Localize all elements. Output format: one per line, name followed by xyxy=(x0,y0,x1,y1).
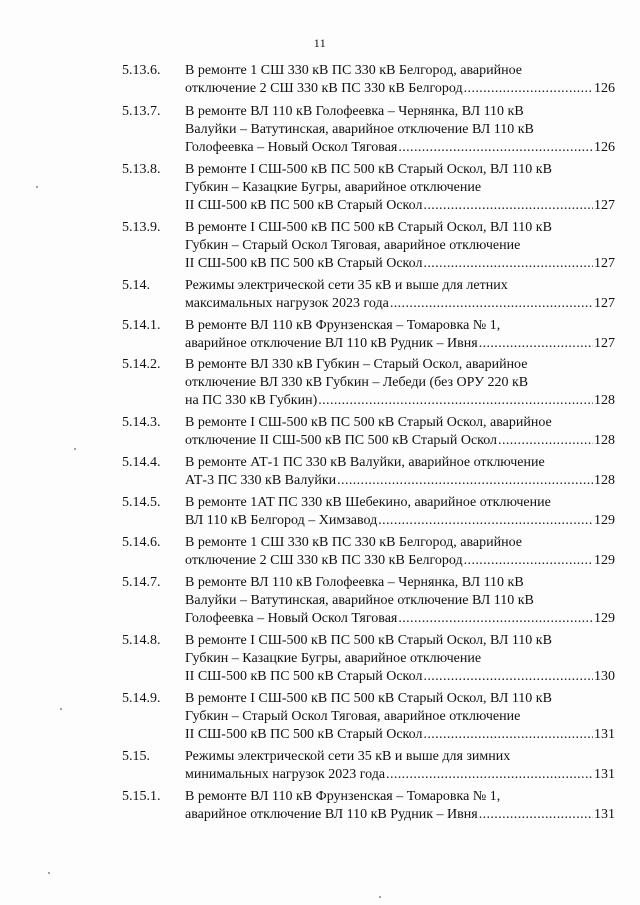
toc-entry-line: Режимы электрической сети 35 кВ и выше для зимних xyxy=(185,749,511,764)
toc-entry-page: 130 xyxy=(594,669,615,684)
dot-leader xyxy=(423,197,593,215)
toc-entry-page: 128 xyxy=(594,473,615,488)
dot-leader xyxy=(479,335,593,353)
toc-entry-line: II СШ-500 кВ ПС 500 кВ Старый Оскол xyxy=(185,256,423,271)
toc-entry-page: 131 xyxy=(594,807,615,822)
toc-entry-page: 127 xyxy=(594,198,615,213)
toc-entry-page: 127 xyxy=(594,296,615,311)
toc-entry-page: 127 xyxy=(594,256,615,271)
toc-entry-line: В ремонте ВЛ 110 кВ Голофеевка – Чернянка, ВЛ 110 кВ xyxy=(185,575,524,590)
dot-leader xyxy=(386,766,593,784)
toc-entry-line: АТ-3 ПС 330 кВ Валуйки xyxy=(185,473,337,488)
toc-entry-number: 5.15. xyxy=(122,749,150,764)
dot-leader xyxy=(318,392,593,410)
dot-leader xyxy=(464,552,593,570)
scan-speck xyxy=(36,186,38,188)
toc-entry-page: 131 xyxy=(594,767,615,782)
toc-entry-page: 128 xyxy=(594,393,615,408)
toc-entry-line: отключение ВЛ 330 кВ Губкин – Лебеди (без ОРУ 220 кВ xyxy=(185,375,529,390)
toc-entry-last-line xyxy=(185,668,615,686)
toc-entry-line: Голофеевка – Новый Оскол Тяговая xyxy=(185,611,398,626)
toc-entry-number: 5.14.1. xyxy=(122,318,161,333)
dot-leader xyxy=(398,139,593,157)
toc-entry-line: аварийное отключение ВЛ 110 кВ Рудник – Ивня xyxy=(185,336,478,351)
toc-entry-page: 129 xyxy=(594,611,615,626)
toc-entry-text xyxy=(185,103,615,157)
toc-entry-number: 5.14.6. xyxy=(122,535,161,550)
toc-entry-text xyxy=(185,574,615,628)
scan-speck xyxy=(60,708,62,710)
dot-leader xyxy=(464,80,593,98)
toc-entry-number: 5.13.9. xyxy=(122,220,161,235)
toc-entry-line: ВЛ 110 кВ Белгород – Химзавод xyxy=(185,513,378,528)
scan-speck xyxy=(48,872,50,874)
dot-leader xyxy=(423,255,593,273)
toc-entry-line: Губкин – Казацкие Бугры, аварийное отключение xyxy=(185,180,482,195)
toc-entry-last-line xyxy=(185,610,615,628)
toc-entry-number: 5.14.3. xyxy=(122,415,161,430)
toc-entry-text xyxy=(185,219,615,273)
toc-entry-text xyxy=(185,62,615,98)
toc-entry-number: 5.14.2. xyxy=(122,357,161,372)
toc-entry-number: 5.13.7. xyxy=(122,104,161,119)
toc-entry-line: В ремонте ВЛ 110 кВ Фрунзенская – Томаровка № 1, xyxy=(185,318,501,333)
toc-entry-text xyxy=(185,414,615,450)
toc-entry-last-line xyxy=(185,726,615,744)
toc-entry-line: Голофеевка – Новый Оскол Тяговая xyxy=(185,140,398,155)
toc-entry-line: В ремонте I СШ-500 кВ ПС 500 кВ Старый Оскол, ВЛ 110 кВ xyxy=(185,633,552,648)
toc-entry-last-line xyxy=(185,432,615,450)
toc-entry-number: 5.13.8. xyxy=(122,162,161,177)
toc-entry-line: В ремонте I СШ-500 кВ ПС 500 кВ Старый Оскол, ВЛ 110 кВ xyxy=(185,220,552,235)
toc-entry-line: II СШ-500 кВ ПС 500 кВ Старый Оскол xyxy=(185,198,423,213)
toc-entry-last-line xyxy=(185,139,615,157)
toc-entry-last-line xyxy=(185,392,615,410)
dot-leader xyxy=(337,472,593,490)
toc-entry-line: В ремонте I СШ-500 кВ ПС 500 кВ Старый Оскол, ВЛ 110 кВ xyxy=(185,691,552,706)
toc-entry-line: Губкин – Старый Оскол Тяговая, аварийное отключение xyxy=(185,709,521,724)
toc-entry-number: 5.14.9. xyxy=(122,691,161,706)
toc-entry-last-line xyxy=(185,766,615,784)
toc-entry-line: В ремонте 1 СШ 330 кВ ПС 330 кВ Белгород, аварийное xyxy=(185,535,522,550)
toc-entry-last-line xyxy=(185,295,615,313)
toc-entry-number: 5.13.6. xyxy=(122,63,161,78)
toc-entry-line: В ремонте АТ-1 ПС 330 кВ Валуйки, аварийное отключение xyxy=(185,455,545,470)
dot-leader xyxy=(423,726,593,744)
toc-entry-text xyxy=(185,494,615,530)
toc-entry-line: В ремонте I СШ-500 кВ ПС 500 кВ Старый Оскол, аварийное xyxy=(185,415,552,430)
toc-entry-text xyxy=(185,632,615,686)
toc-entry-last-line xyxy=(185,472,615,490)
toc-entry-number: 5.15.1. xyxy=(122,789,161,804)
toc-entry-line: В ремонте ВЛ 110 кВ Фрунзенская – Томаровка № 1, xyxy=(185,789,501,804)
toc-entry-line: Валуйки – Ватутинская, аварийное отключение ВЛ 110 кВ xyxy=(185,122,534,137)
toc-entry-last-line xyxy=(185,512,615,530)
toc-entry-page: 126 xyxy=(594,81,615,96)
toc-entry-page: 126 xyxy=(594,140,615,155)
toc-entry-last-line xyxy=(185,197,615,215)
dot-leader xyxy=(479,806,593,824)
toc-entry-line: II СШ-500 кВ ПС 500 кВ Старый Оскол xyxy=(185,669,423,684)
dot-leader xyxy=(378,512,593,530)
toc-entry-line: II СШ-500 кВ ПС 500 кВ Старый Оскол xyxy=(185,727,423,742)
toc-entry-text xyxy=(185,356,615,410)
toc-entry-last-line xyxy=(185,335,615,353)
toc-entry-text xyxy=(185,277,615,313)
toc-entry-text xyxy=(185,317,615,353)
toc-entry-number: 5.14.4. xyxy=(122,455,161,470)
toc-entry-line: отключение 2 СШ 330 кВ ПС 330 кВ Белгород xyxy=(185,553,463,568)
toc-entry-line: отключение 2 СШ 330 кВ ПС 330 кВ Белгород xyxy=(185,81,463,96)
toc-entry-line: на ПС 330 кВ Губкин) xyxy=(185,393,318,408)
toc-entry-number: 5.14.5. xyxy=(122,495,161,510)
toc-entry-last-line xyxy=(185,255,615,273)
toc-entry-page: 129 xyxy=(594,513,615,528)
toc-entry-page: 131 xyxy=(594,727,615,742)
dot-leader xyxy=(498,432,593,450)
toc-entry-last-line xyxy=(185,80,615,98)
toc-entry-last-line xyxy=(185,552,615,570)
toc-entry-line: В ремонте I СШ-500 кВ ПС 500 кВ Старый Оскол, ВЛ 110 кВ xyxy=(185,162,552,177)
dot-leader xyxy=(423,668,593,686)
toc-entry-line: Режимы электрической сети 35 кВ и выше для летних xyxy=(185,278,508,293)
toc-entry-line: Губкин – Старый Оскол Тяговая, аварийное отключение xyxy=(185,238,521,253)
toc-entry-number: 5.14. xyxy=(122,278,150,293)
toc-entry-text xyxy=(185,161,615,215)
toc-entry-text xyxy=(185,454,615,490)
toc-entry-text xyxy=(185,690,615,744)
toc-entry-line: Валуйки – Ватутинская, аварийное отключение ВЛ 110 кВ xyxy=(185,593,534,608)
toc-entry-line: аварийное отключение ВЛ 110 кВ Рудник – Ивня xyxy=(185,807,478,822)
toc-entry-last-line xyxy=(185,806,615,824)
toc-entry-number: 5.14.8. xyxy=(122,633,161,648)
page-number: 11 xyxy=(313,36,327,50)
toc-entry-line: В ремонте 1 СШ 330 кВ ПС 330 кВ Белгород, аварийное xyxy=(185,63,522,78)
toc-entry-line: отключение II СШ-500 кВ ПС 500 кВ Старый Оскол xyxy=(185,433,498,448)
toc-entry-page: 127 xyxy=(594,336,615,351)
scan-speck xyxy=(379,896,381,898)
toc-entry-line: В ремонте ВЛ 110 кВ Голофеевка – Чернянка, ВЛ 110 кВ xyxy=(185,104,524,119)
toc-entry-text xyxy=(185,748,615,784)
toc-entry-line: максимальных нагрузок 2023 года xyxy=(185,296,389,311)
toc-entry-line: В ремонте 1АТ ПС 330 кВ Шебекино, аварийное отключение xyxy=(185,495,551,510)
toc-entry-text xyxy=(185,788,615,824)
toc-entry-line: Губкин – Казацкие Бугры, аварийное отключение xyxy=(185,651,482,666)
toc-entry-line: минимальных нагрузок 2023 года xyxy=(185,767,386,782)
scan-speck xyxy=(74,448,76,450)
toc-entry-page: 129 xyxy=(594,553,615,568)
dot-leader xyxy=(398,610,593,628)
toc-entry-number: 5.14.7. xyxy=(122,575,161,590)
toc-entry-text xyxy=(185,534,615,570)
dot-leader xyxy=(390,295,593,313)
toc-entry-line: В ремонте ВЛ 330 кВ Губкин – Старый Оскол, аварийное xyxy=(185,357,528,372)
toc-entry-page: 128 xyxy=(594,433,615,448)
